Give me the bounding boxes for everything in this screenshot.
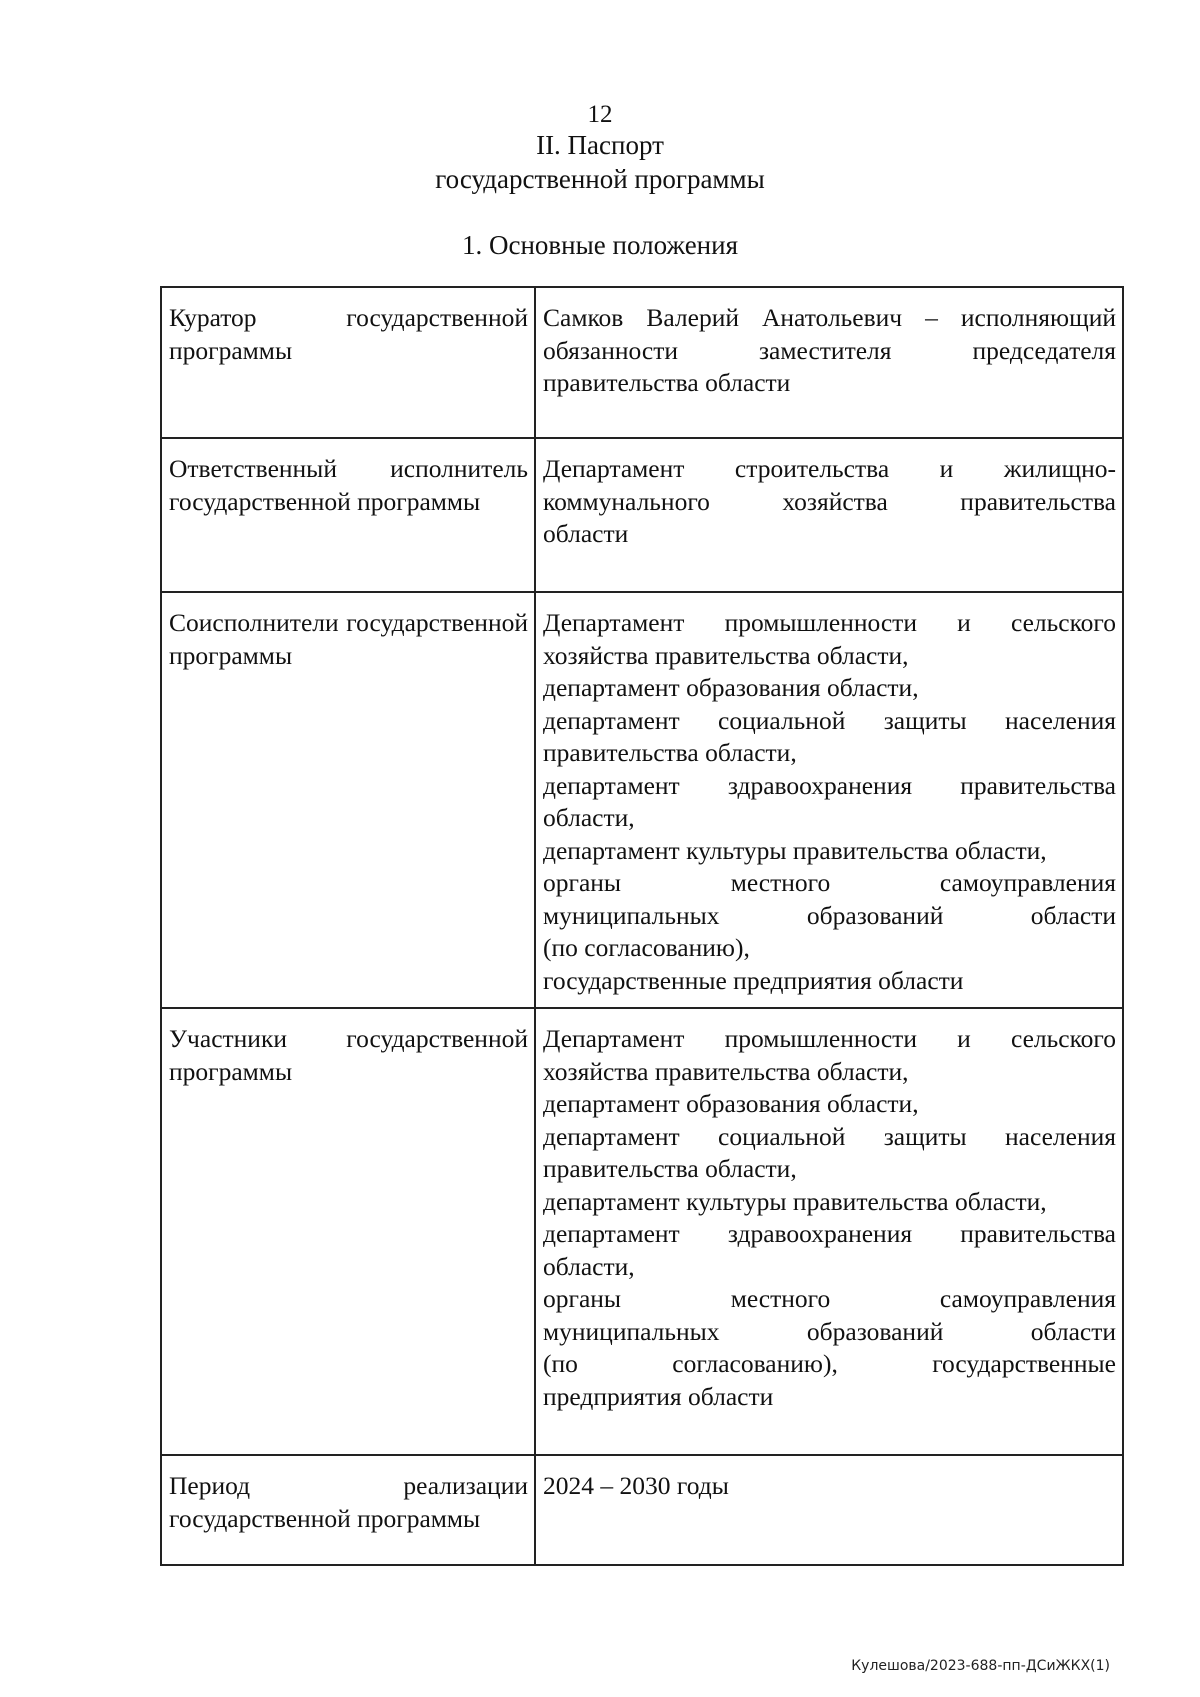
value-line: государственные предприятия области bbox=[543, 965, 964, 995]
value-line: Самков Валерий Анатольевич – исполняющий bbox=[543, 303, 1116, 332]
value-line: органы местного самоуправления bbox=[543, 1284, 1116, 1313]
value-line: департамент здравоохранения правительства bbox=[543, 770, 1116, 800]
value-line: хозяйства правительства области, bbox=[543, 640, 909, 670]
value-line: области, bbox=[543, 803, 635, 832]
table-row-responsible-executor bbox=[161, 438, 1123, 592]
subsection-heading: 1. Основные положения bbox=[462, 230, 738, 260]
table-row-co-executors bbox=[161, 592, 1123, 1008]
value-line: муниципальных образований области bbox=[543, 1316, 1116, 1346]
footer-document-code: Кулешова/2023-688-пп-ДСиЖКХ(1) bbox=[851, 1658, 1110, 1674]
value-line: хозяйства правительства области, bbox=[543, 1056, 909, 1086]
value-cell-responsible-executor bbox=[535, 438, 1123, 592]
page-number: 12 bbox=[587, 101, 613, 128]
table-row-curator bbox=[161, 287, 1123, 438]
value-cell-participants bbox=[535, 1008, 1123, 1455]
section-heading: II. Паспорт bbox=[536, 130, 664, 160]
value-cell-co-executors bbox=[535, 592, 1123, 1008]
value-line: департамент образования области, bbox=[543, 1089, 919, 1118]
value-cell-period bbox=[535, 1455, 1123, 1565]
value-line: правительства области bbox=[543, 368, 791, 397]
value-line: (по согласованию), государственные bbox=[543, 1349, 1116, 1378]
value-line: департамент культуры правительства области, bbox=[543, 1186, 1047, 1216]
value-line: предприятия области bbox=[543, 1381, 774, 1411]
value-line: 2024 – 2030 годы bbox=[543, 1471, 729, 1500]
value-line: области, bbox=[543, 1251, 635, 1281]
value-line: Департамент промышленности и сельского bbox=[543, 608, 1116, 637]
value-line: департамент здравоохранения правительства bbox=[543, 1219, 1116, 1248]
value-line: области bbox=[543, 519, 629, 548]
section-subheading: государственной программы bbox=[435, 164, 765, 194]
label-cell-participants: Участники государственной программы bbox=[161, 1008, 535, 1455]
value-line: органы местного самоуправления bbox=[543, 868, 1116, 897]
label-cell-co-executors: Соисполнители государственной программы bbox=[161, 592, 535, 1008]
table-row-participants bbox=[161, 1008, 1123, 1455]
value-line: Департамент строительства и жилищно- bbox=[543, 454, 1116, 483]
value-line: правительства области, bbox=[543, 1154, 797, 1183]
label-cell-curator: Куратор государственной программы bbox=[161, 287, 535, 438]
table-row-period bbox=[161, 1455, 1123, 1565]
value-line: (по согласованию), bbox=[543, 933, 750, 962]
passport-table bbox=[160, 286, 1124, 1566]
value-line: муниципальных образований области bbox=[543, 900, 1116, 930]
value-line: Департамент промышленности и сельского bbox=[543, 1024, 1116, 1053]
value-line: коммунального хозяйства правительства bbox=[543, 486, 1116, 516]
value-line: обязанности заместителя председателя bbox=[543, 335, 1116, 365]
value-line: департамент социальной защиты населения bbox=[543, 705, 1116, 735]
value-line: правительства области, bbox=[543, 738, 797, 767]
label-cell-responsible-executor: Ответственный исполнитель государственной программы bbox=[161, 438, 535, 592]
value-cell-curator bbox=[535, 287, 1123, 438]
value-line: департамент образования области, bbox=[543, 673, 919, 702]
value-line: департамент культуры правительства области, bbox=[543, 835, 1047, 865]
label-cell-period: Период реализации государственной программы bbox=[161, 1455, 535, 1565]
value-line: департамент социальной защиты населения bbox=[543, 1121, 1116, 1151]
